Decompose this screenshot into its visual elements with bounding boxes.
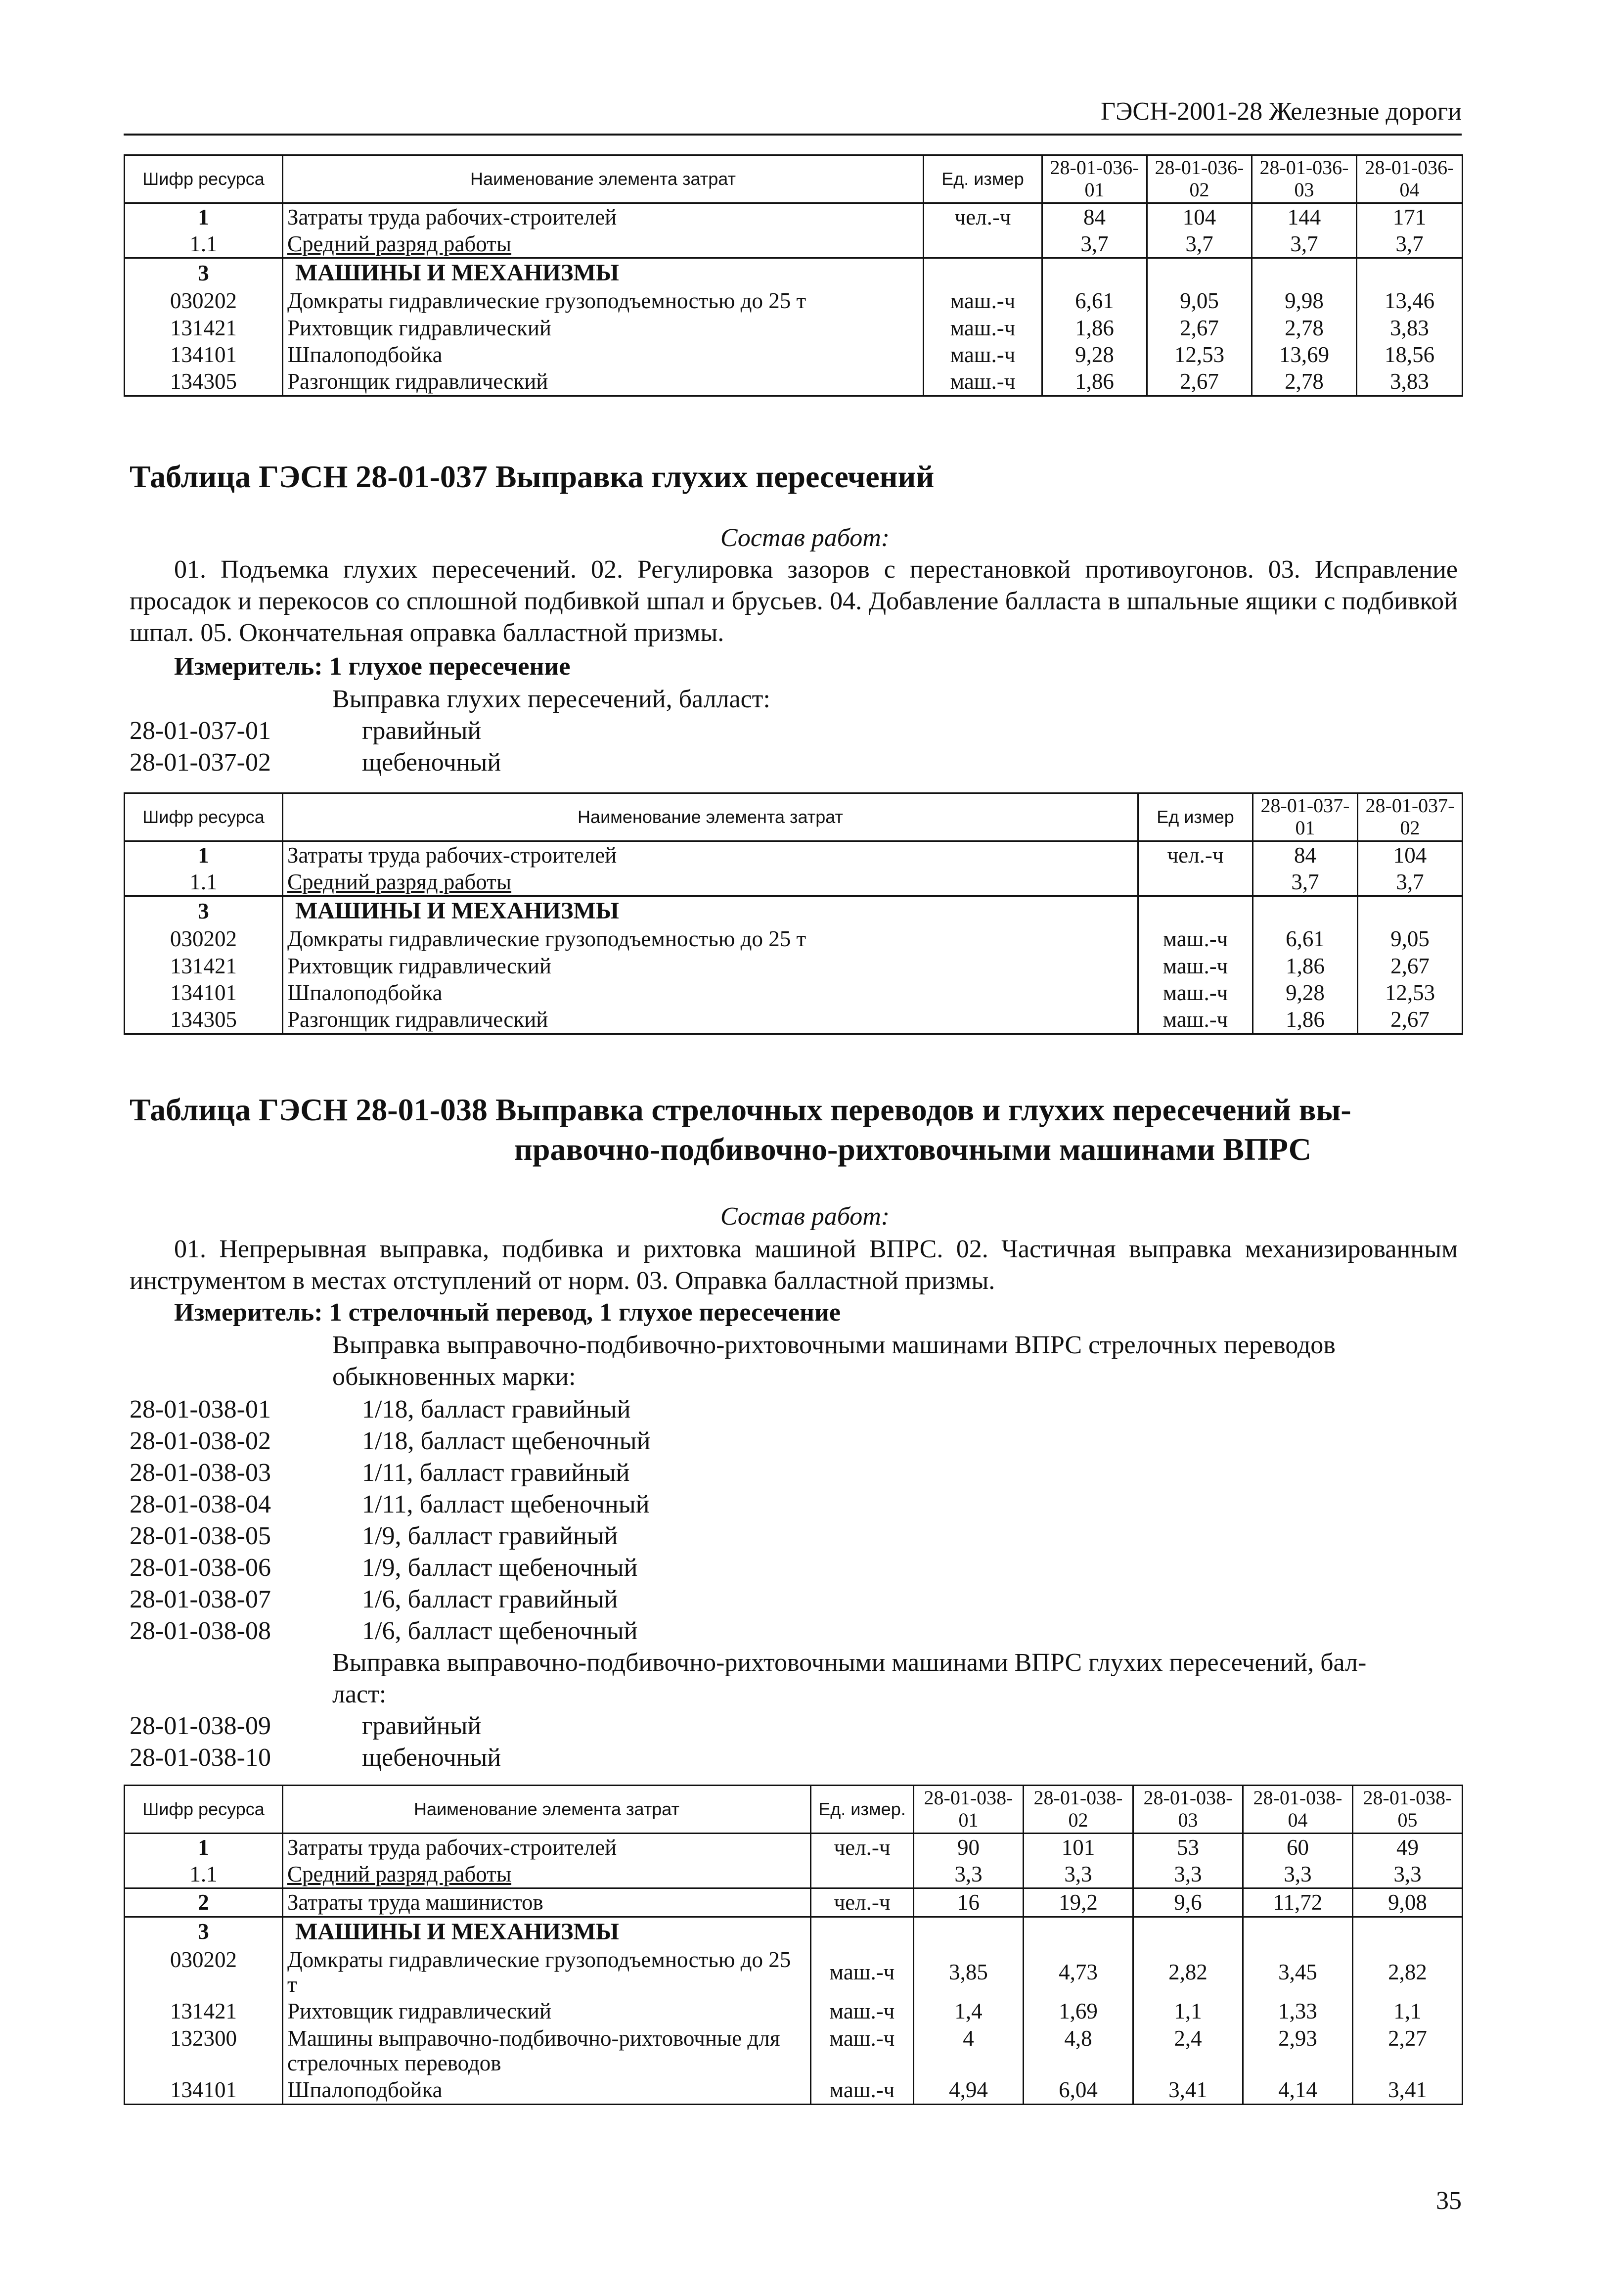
- cell-code: 1: [125, 1833, 283, 1861]
- cell-value: 3,3: [1353, 1861, 1463, 1888]
- cell-value: 2,67: [1147, 368, 1252, 396]
- cell-unit: маш.-ч: [1138, 925, 1253, 952]
- cell-unit: [1138, 896, 1253, 925]
- cell-value: 4: [914, 2025, 1024, 2077]
- cell-unit: [1138, 869, 1253, 896]
- cell-code: 131421: [125, 1998, 283, 2024]
- col-header-norm: 28-01-038-01: [914, 1786, 1024, 1834]
- table-28-01-037: [124, 792, 1463, 1035]
- cell-unit: чел.-ч: [811, 1833, 914, 1861]
- norm-code: 28-01-037-01: [130, 717, 271, 745]
- cell-section-name: МАШИНЫ И МЕХАНИЗМЫ: [283, 258, 924, 287]
- cell-value: 1,4: [914, 1998, 1024, 2024]
- cell-code: 1: [125, 203, 283, 230]
- col-header-name: Наименование элемента затрат: [283, 793, 1138, 841]
- cell-code: 030202: [125, 287, 283, 314]
- cell-code: 030202: [125, 1946, 283, 1998]
- cell-value: 3,83: [1357, 315, 1463, 341]
- work-composition-heading: Состав работ:: [720, 524, 890, 552]
- cell-value: 104: [1358, 841, 1463, 869]
- norm-label: 1/11, балласт гравийный: [362, 1459, 630, 1487]
- cell-value: 1,1: [1353, 1998, 1463, 2024]
- cell-unit: маш.-ч: [1138, 979, 1253, 1006]
- norm-intro: ласт:: [332, 1680, 387, 1708]
- col-header-norm: 28-01-038-02: [1024, 1786, 1133, 1834]
- cell-value: 1,1: [1133, 1998, 1243, 2024]
- table-row: [125, 979, 1463, 1006]
- col-header-code: Шифр ресурса: [125, 155, 283, 203]
- norm-label: 1/6, балласт гравийный: [362, 1585, 618, 1613]
- col-header-unit: Ед. измер: [924, 155, 1042, 203]
- cell-name: Затраты труда рабочих-строителей: [283, 1833, 811, 1861]
- norm-label: 1/9, балласт щебеночный: [362, 1554, 638, 1582]
- meter-value: 1 глухое пересечение: [329, 652, 571, 681]
- cell-value: 90: [914, 1833, 1024, 1861]
- norm-label: 1/9, балласт гравийный: [362, 1522, 618, 1550]
- table-row: [125, 841, 1463, 869]
- cell-name: Шпалоподбойка: [283, 979, 1138, 1006]
- meter-label: Измеритель:: [174, 652, 323, 681]
- cell-value: 9,05: [1358, 925, 1463, 952]
- cell-name: Домкраты гидравлические грузоподъемностью до 25 т: [283, 287, 924, 314]
- cell-value: 2,78: [1252, 315, 1357, 341]
- cell-value: 3,3: [1024, 1861, 1133, 1888]
- table-row: [125, 1861, 1463, 1888]
- col-header-norm: 28-01-036-04: [1357, 155, 1463, 203]
- cell-unit: маш.-ч: [924, 368, 1042, 396]
- cell-name: Машины выправочно-подбивочно-рихтовочные для стрелочных переводов: [283, 2025, 811, 2077]
- cell-name: Средний разряд работы: [283, 869, 1138, 896]
- norm-code: 28-01-038-06: [130, 1554, 271, 1582]
- cell-code: 3: [125, 1917, 283, 1946]
- cell-value: 2,4: [1133, 2025, 1243, 2077]
- cell-value: [1358, 896, 1463, 925]
- running-header: ГЭСН-2001-28 Железные дороги: [1101, 97, 1462, 126]
- table-header-row: [125, 1786, 1463, 1834]
- cell-value: 1,86: [1042, 315, 1147, 341]
- cell-value: 4,94: [914, 2076, 1024, 2104]
- cell-unit: маш.-ч: [924, 287, 1042, 314]
- cell-value: 2,67: [1147, 315, 1252, 341]
- cell-name: Затраты труда машинистов: [283, 1888, 811, 1917]
- cell-code: 030202: [125, 925, 283, 952]
- cell-name: Рихтовщик гидравлический: [283, 1998, 811, 2024]
- cell-value: 12,53: [1358, 979, 1463, 1006]
- cell-value: 6,04: [1024, 2076, 1133, 2104]
- section-title-037: Таблица ГЭСН 28-01-037 Выправка глухих пересечений: [130, 459, 935, 494]
- cell-unit: маш.-ч: [1138, 1006, 1253, 1034]
- col-header-norm: 28-01-036-02: [1147, 155, 1252, 203]
- table-row: [125, 953, 1463, 979]
- cell-value: 9,28: [1253, 979, 1358, 1006]
- cell-code: 131421: [125, 953, 283, 979]
- cell-value: [1147, 258, 1252, 287]
- cell-value: 3,7: [1042, 230, 1147, 258]
- cell-value: 49: [1353, 1833, 1463, 1861]
- cell-value: [1252, 258, 1357, 287]
- cell-value: 3,83: [1357, 368, 1463, 396]
- cell-code: 132300: [125, 2025, 283, 2077]
- table-row: [125, 315, 1463, 341]
- meter-value: 1 стрелочный перевод, 1 глухое пересечение: [329, 1298, 841, 1327]
- table-row: [125, 203, 1463, 230]
- cell-unit: [924, 230, 1042, 258]
- table-row: [125, 925, 1463, 952]
- norm-label: гравийный: [362, 717, 482, 745]
- table-section-row: [125, 258, 1463, 287]
- cell-value: [1253, 896, 1358, 925]
- cell-value: 12,53: [1147, 341, 1252, 368]
- meter-line: [174, 1297, 841, 1329]
- cell-unit: [924, 258, 1042, 287]
- table-28-01-038: [124, 1785, 1463, 2105]
- cell-value: [1133, 1917, 1243, 1946]
- cell-code: 134101: [125, 979, 283, 1006]
- norm-code: 28-01-038-01: [130, 1395, 271, 1424]
- cell-name: Разгонщик гидравлический: [283, 1006, 1138, 1034]
- cell-value: 144: [1252, 203, 1357, 230]
- cell-value: [1357, 258, 1463, 287]
- col-header-norm: 28-01-037-01: [1253, 793, 1358, 841]
- cell-value: 13,46: [1357, 287, 1463, 314]
- section-title-038-line1: Таблица ГЭСН 28-01-038 Выправка стрелочных переводов и глухих пересечений вы-: [130, 1092, 1351, 1127]
- cell-value: 84: [1042, 203, 1147, 230]
- cell-value: 16: [914, 1888, 1024, 1917]
- cell-unit: маш.-ч: [811, 2025, 914, 2077]
- col-header-name: Наименование элемента затрат: [283, 155, 924, 203]
- table-header-row: [125, 155, 1463, 203]
- cell-value: 2,67: [1358, 953, 1463, 979]
- cell-value: 2,27: [1353, 2025, 1463, 2077]
- cell-code: 131421: [125, 315, 283, 341]
- norm-intro: Выправка глухих пересечений, балласт:: [332, 685, 770, 713]
- col-header-code: Шифр ресурса: [125, 1786, 283, 1834]
- cell-unit: чел.-ч: [924, 203, 1042, 230]
- col-header-norm: 28-01-036-01: [1042, 155, 1147, 203]
- cell-code: 1: [125, 841, 283, 869]
- cell-unit: маш.-ч: [811, 2076, 914, 2104]
- cell-name: Средний разряд работы: [283, 1861, 811, 1888]
- cell-value: 84: [1253, 841, 1358, 869]
- table-row: [125, 341, 1463, 368]
- norm-label: 1/18, балласт щебеночный: [362, 1427, 651, 1455]
- cell-name: Домкраты гидравлические грузоподъемностью до 25 т: [283, 925, 1138, 952]
- meter-label: Измеритель:: [174, 1298, 323, 1327]
- cell-value: 9,28: [1042, 341, 1147, 368]
- table-section-row: [125, 896, 1463, 925]
- cell-value: 19,2: [1024, 1888, 1133, 1917]
- page-number: 35: [1436, 2187, 1462, 2215]
- cell-code: 2: [125, 1888, 283, 1917]
- cell-unit: маш.-ч: [1138, 953, 1253, 979]
- cell-code: 1.1: [125, 1861, 283, 1888]
- cell-value: 6,61: [1042, 287, 1147, 314]
- cell-value: 3,41: [1353, 2076, 1463, 2104]
- norm-code: 28-01-038-07: [130, 1585, 271, 1613]
- norm-code: 28-01-038-02: [130, 1427, 271, 1455]
- table-row: [125, 2076, 1463, 2104]
- cell-value: 4,73: [1024, 1946, 1133, 1998]
- cell-value: 9,6: [1133, 1888, 1243, 1917]
- cell-code: 1.1: [125, 230, 283, 258]
- cell-name: Средний разряд работы: [283, 230, 924, 258]
- norm-label: 1/6, балласт щебеночный: [362, 1617, 638, 1645]
- norm-code: 28-01-037-02: [130, 748, 271, 777]
- table-row: [125, 869, 1463, 896]
- cell-unit: чел.-ч: [1138, 841, 1253, 869]
- cell-value: 3,7: [1358, 869, 1463, 896]
- cell-value: 3,85: [914, 1946, 1024, 1998]
- table-row: [125, 1888, 1463, 1917]
- cell-unit: маш.-ч: [811, 1946, 914, 1998]
- col-header-unit: Ед. измер.: [811, 1786, 914, 1834]
- cell-value: 1,86: [1042, 368, 1147, 396]
- cell-section-name: МАШИНЫ И МЕХАНИЗМЫ: [283, 896, 1138, 925]
- cell-name: Шпалоподбойка: [283, 341, 924, 368]
- cell-section-name: МАШИНЫ И МЕХАНИЗМЫ: [283, 1917, 811, 1946]
- table-row: [125, 368, 1463, 396]
- norm-intro: Выправка выправочно-подбивочно-рихтовочными машинами ВПРС стрелочных переводов: [332, 1331, 1336, 1359]
- cell-name: Затраты труда рабочих-строителей: [283, 203, 924, 230]
- cell-code: 134305: [125, 1006, 283, 1034]
- cell-value: 4,8: [1024, 2025, 1133, 2077]
- cell-value: 3,7: [1253, 869, 1358, 896]
- cell-unit: маш.-ч: [924, 341, 1042, 368]
- norm-label: щебеночный: [362, 748, 501, 777]
- col-header-norm: 28-01-037-02: [1358, 793, 1463, 841]
- cell-value: 3,45: [1243, 1946, 1353, 1998]
- norm-code: 28-01-038-04: [130, 1490, 271, 1518]
- cell-value: 3,3: [1133, 1861, 1243, 1888]
- cell-value: 9,98: [1252, 287, 1357, 314]
- cell-code: 134101: [125, 341, 283, 368]
- col-header-unit: Ед измер: [1138, 793, 1253, 841]
- section-title-038-line2: правочно-подбивочно-рихтовочными машинами ВПРС: [514, 1132, 1311, 1167]
- cell-value: [914, 1917, 1024, 1946]
- table-section-row: [125, 1917, 1463, 1946]
- norm-code: 28-01-038-09: [130, 1712, 271, 1740]
- work-composition-text: 01. Непрерывная выправка, подбивка и рихтовка машиной ВПРС. 02. Частичная выправка механизированным инструментом в местах отступлений от норм. 03. Оправка балластной призмы.: [130, 1235, 1458, 1295]
- cell-name: Рихтовщик гидравлический: [283, 953, 1138, 979]
- cell-value: 104: [1147, 203, 1252, 230]
- cell-value: 4,14: [1243, 2076, 1353, 2104]
- table-row: [125, 1006, 1463, 1034]
- cell-unit: маш.-ч: [811, 1998, 914, 2024]
- cell-value: 2,93: [1243, 2025, 1353, 2077]
- col-header-norm: 28-01-036-03: [1252, 155, 1357, 203]
- col-header-norm: 28-01-038-04: [1243, 1786, 1353, 1834]
- work-composition-heading: Состав работ:: [720, 1202, 890, 1231]
- cell-value: 3,7: [1252, 230, 1357, 258]
- cell-value: 2,78: [1252, 368, 1357, 396]
- cell-code: 134305: [125, 368, 283, 396]
- cell-value: 2,82: [1133, 1946, 1243, 1998]
- cell-code: 3: [125, 896, 283, 925]
- norm-intro: обыкновенных марки:: [332, 1363, 576, 1391]
- col-header-norm: 28-01-038-05: [1353, 1786, 1463, 1834]
- cell-value: 3,41: [1133, 2076, 1243, 2104]
- cell-value: 9,05: [1147, 287, 1252, 314]
- cell-name: Шпалоподбойка: [283, 2076, 811, 2104]
- cell-value: 13,69: [1252, 341, 1357, 368]
- table-row: [125, 1833, 1463, 1861]
- cell-unit: чел.-ч: [811, 1888, 914, 1917]
- table-row: [125, 2025, 1463, 2077]
- cell-value: 171: [1357, 203, 1463, 230]
- cell-unit: маш.-ч: [924, 315, 1042, 341]
- table-header-row: [125, 793, 1463, 841]
- norm-code: 28-01-038-10: [130, 1744, 271, 1772]
- header-rule: [124, 134, 1462, 136]
- cell-value: 3,7: [1147, 230, 1252, 258]
- cell-value: 18,56: [1357, 341, 1463, 368]
- meter-line: [174, 651, 570, 683]
- col-header-name: Наименование элемента затрат: [283, 1786, 811, 1834]
- table-row: [125, 287, 1463, 314]
- norm-label: гравийный: [362, 1712, 482, 1740]
- cell-value: 60: [1243, 1833, 1353, 1861]
- table-row: [125, 1946, 1463, 1998]
- norm-intro: Выправка выправочно-подбивочно-рихтовочными машинами ВПРС глухих пересечений, бал-: [332, 1649, 1367, 1677]
- cell-unit: [811, 1917, 914, 1946]
- table-row: [125, 1998, 1463, 2024]
- cell-value: 11,72: [1243, 1888, 1353, 1917]
- norm-label: 1/11, балласт щебеночный: [362, 1490, 650, 1518]
- norm-label: щебеночный: [362, 1744, 501, 1772]
- cell-value: 1,86: [1253, 1006, 1358, 1034]
- cell-unit: [811, 1861, 914, 1888]
- cell-name: Затраты труда рабочих-строителей: [283, 841, 1138, 869]
- cell-value: 101: [1024, 1833, 1133, 1861]
- work-composition-text: 01. Подъемка глухих пересечений. 02. Регулировка зазоров с перестановкой противоугонов. 03. Исправление просадок и перекосов со сплошной подбивкой шпал и брусьев. 04. Добавление балласта в шпальные ящики с подбивкой шпал. 05. Окончательная оправка балластной призмы.: [130, 555, 1458, 647]
- col-header-norm: 28-01-038-03: [1133, 1786, 1243, 1834]
- cell-value: 1,33: [1243, 1998, 1353, 2024]
- cell-value: [1243, 1917, 1353, 1946]
- col-header-code: Шифр ресурса: [125, 793, 283, 841]
- table-row: [125, 230, 1463, 258]
- cell-code: 1.1: [125, 869, 283, 896]
- cell-name: Разгонщик гидравлический: [283, 368, 924, 396]
- cell-code: 134101: [125, 2076, 283, 2104]
- cell-code: 3: [125, 258, 283, 287]
- cell-name: Рихтовщик гидравлический: [283, 315, 924, 341]
- table-28-01-036: [124, 154, 1463, 397]
- cell-value: 2,67: [1358, 1006, 1463, 1034]
- cell-name: Домкраты гидравлические грузоподъемностью до 25 т: [283, 1946, 811, 1998]
- cell-value: 3,3: [1243, 1861, 1353, 1888]
- norm-code: 28-01-038-08: [130, 1617, 271, 1645]
- cell-value: 6,61: [1253, 925, 1358, 952]
- norm-code: 28-01-038-03: [130, 1459, 271, 1487]
- cell-value: 1,69: [1024, 1998, 1133, 2024]
- cell-value: 3,7: [1357, 230, 1463, 258]
- cell-value: [1353, 1917, 1463, 1946]
- cell-value: [1042, 258, 1147, 287]
- cell-value: 9,08: [1353, 1888, 1463, 1917]
- cell-value: [1024, 1917, 1133, 1946]
- norm-label: 1/18, балласт гравийный: [362, 1395, 631, 1424]
- cell-value: 53: [1133, 1833, 1243, 1861]
- cell-value: 2,82: [1353, 1946, 1463, 1998]
- cell-value: 3,3: [914, 1861, 1024, 1888]
- cell-value: 1,86: [1253, 953, 1358, 979]
- norm-code: 28-01-038-05: [130, 1522, 271, 1550]
